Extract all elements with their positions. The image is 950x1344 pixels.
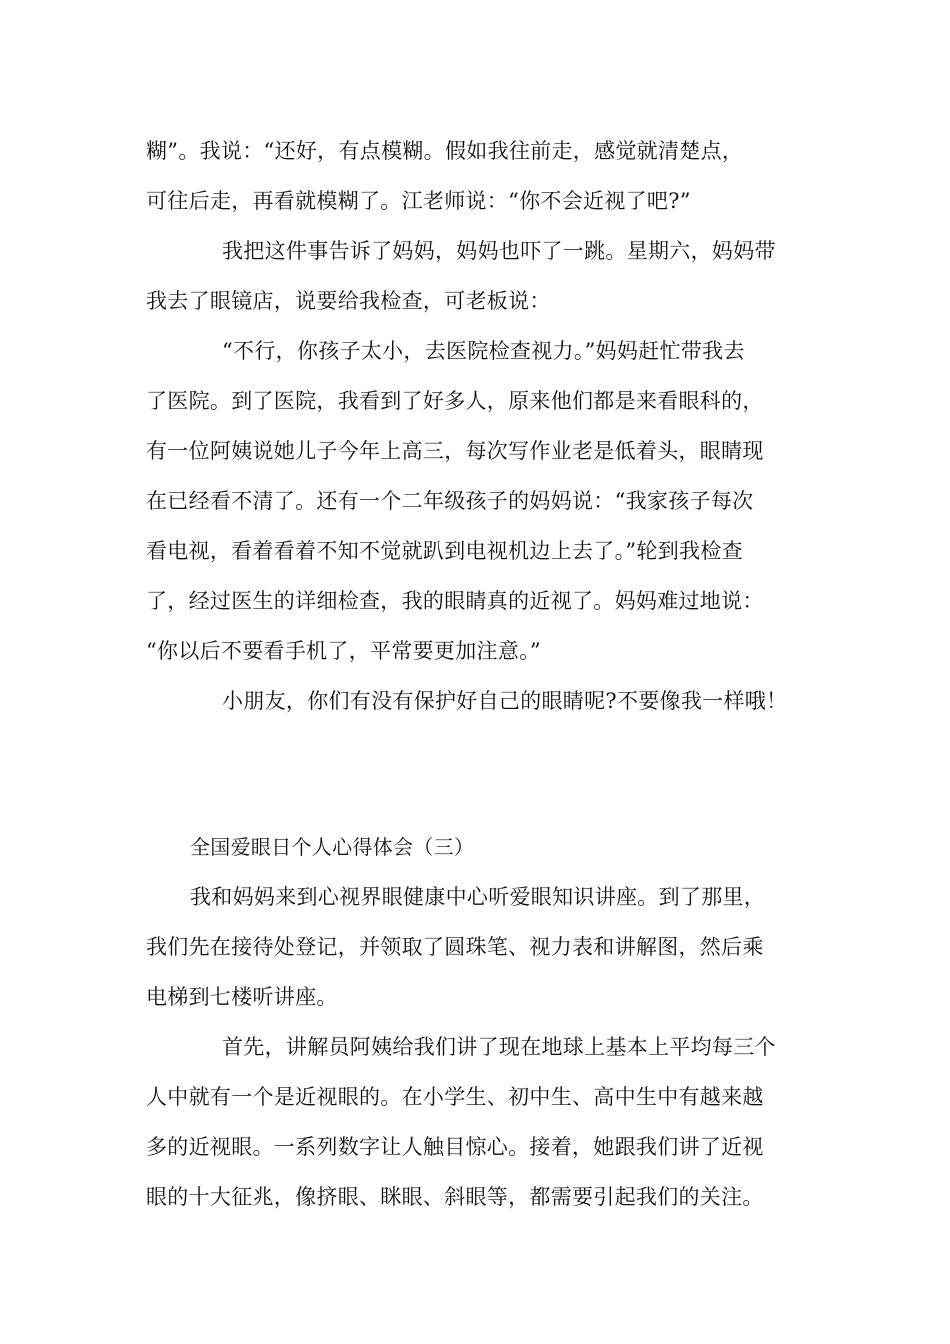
paragraph-line: 多的近视眼。一系列数字让人触目惊心。接着，她跟我们讲了近视 xyxy=(146,1135,764,1159)
paragraph-line: 了，经过医生的详细检查，我的眼睛真的近视了。妈妈难过地说： xyxy=(146,589,764,613)
paragraph-line: 在已经看不清了。还有一个二年级孩子的妈妈说：“我家孩子每次 xyxy=(146,489,754,513)
paragraph-line: “你以后不要看手机了，平常要更加注意。” xyxy=(146,639,541,663)
paragraph-line: 我们先在接待处登记，并领取了圆珠笔、视力表和讲解图，然后乘 xyxy=(146,935,764,959)
paragraph-line: 我去了眼镜店，说要给我检查，可老板说： xyxy=(146,289,551,313)
paragraph-line: 眼的十大征兆，像挤眼、眯眼、斜眼等，都需要引起我们的关注。 xyxy=(146,1185,764,1209)
paragraph-line: 看电视，看着看着不知不觉就趴到电视机边上去了。”轮到我检查 xyxy=(146,539,743,563)
paragraph-line: 有一位阿姨说她儿子今年上高三，每次写作业老是低着头，眼睛现 xyxy=(146,439,764,463)
paragraph-line: “不行，你孩子太小，去医院检查视力。”妈妈赶忙带我去 xyxy=(222,339,745,363)
paragraph-line: 我把这件事告诉了妈妈，妈妈也吓了一跳。星期六，妈妈带 xyxy=(222,239,776,263)
paragraph-line: 人中就有一个是近视眼的。在小学生、初中生、高中生中有越来越 xyxy=(146,1085,764,1109)
paragraph-line: 电梯到七楼听讲座。 xyxy=(146,985,338,1009)
paragraph-line: 了医院。到了医院，我看到了好多人，原来他们都是来看眼科的， xyxy=(146,389,764,413)
paragraph-line: 糊”。我说：“还好，有点模糊。假如我往前走，感觉就清楚点， xyxy=(146,139,744,163)
paragraph-line: 可往后走，再看就模糊了。江老师说：“你不会近视了吧?” xyxy=(146,189,691,213)
section-title: 全国爱眼日个人心得体会（三） xyxy=(190,835,475,859)
paragraph-line: 小朋友，你们有没有保护好自己的眼睛呢?不要像我一样哦！ xyxy=(222,689,788,713)
paragraph-line: 首先，讲解员阿姨给我们讲了现在地球上基本上平均每三个 xyxy=(222,1035,776,1059)
paragraph-line: 我和妈妈来到心视界眼健康中心听爱眼知识讲座。到了那里， xyxy=(190,885,766,909)
